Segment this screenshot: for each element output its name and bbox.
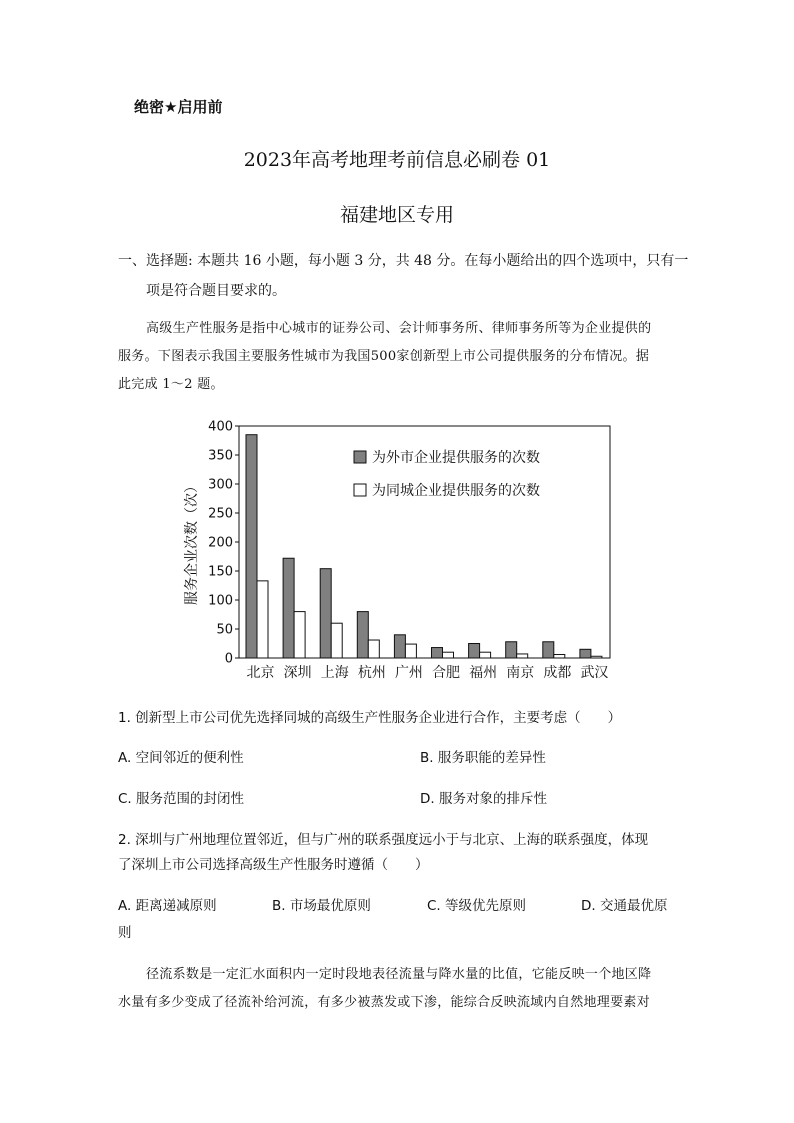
bar-external-4 (394, 635, 405, 658)
bar-local-1 (294, 612, 305, 658)
question-1-option-b[interactable]: B. 服务职能的差异性 (420, 750, 546, 766)
bar-external-1 (283, 558, 294, 658)
question-2-stem-line1: 2. 深圳与广州地理位置邻近，但与广州的联系强度远小于与北京、上海的联系强度，体现 (118, 832, 649, 848)
bar-local-6 (480, 652, 491, 658)
x-tick-label: 南京 (506, 665, 535, 681)
bar-local-8 (554, 655, 565, 658)
bar-local-5 (443, 652, 454, 658)
y-tick-label: 200 (208, 535, 233, 551)
passage1-line2: 服务。下图表示我国主要服务性城市为我国500家创新型上市公司提供服务的分布情况。据 (118, 349, 650, 364)
x-tick-label: 上海 (320, 665, 349, 681)
y-axis-label: 服务企业次数（次） (184, 479, 200, 605)
bar-external-7 (506, 642, 517, 658)
exam-title: 2023年高考地理考前信息必刷卷 01 (243, 149, 551, 171)
x-tick-label: 合肥 (432, 665, 461, 681)
legend-label-1: 为同城企业提供服务的次数 (372, 483, 540, 499)
question-1-option-d[interactable]: D. 服务对象的排斥性 (420, 791, 547, 807)
legend-swatch-0 (354, 451, 366, 463)
passage1-line3: 此完成 1～2 题。 (118, 377, 224, 392)
section-instruction-line2: 项是符合题目要求的。 (146, 283, 286, 299)
x-tick-label: 广州 (394, 665, 423, 681)
y-tick-label: 100 (208, 593, 233, 609)
x-tick-label: 深圳 (283, 665, 312, 681)
y-tick-label: 150 (208, 564, 233, 580)
passage2-line2: 水量有多少变成了径流补给河流，有多少被蒸发或下渗，能综合反映流域内自然地理要素对 (118, 995, 651, 1010)
y-tick-label: 0 (224, 651, 233, 667)
x-tick-label: 杭州 (357, 665, 386, 681)
bar-external-9 (580, 649, 591, 658)
passage1-line1: 高级生产性服务是指中心城市的证券公司、会计师事务所、律师事务所等为企业提供的 (146, 321, 652, 336)
bar-local-0 (257, 581, 268, 658)
bar-local-9 (591, 656, 602, 658)
x-tick-label: 北京 (246, 665, 275, 681)
question-2-option-b[interactable]: B. 市场最优原则 (272, 898, 371, 914)
exam-subtitle: 福建地区专用 (339, 204, 454, 226)
bar-external-6 (469, 644, 480, 659)
y-tick-label: 250 (208, 506, 233, 522)
x-tick-label: 成都 (543, 665, 572, 681)
question-1-option-c[interactable]: C. 服务范围的封闭性 (118, 791, 245, 807)
section-instruction-line1: 一、选择题: 本题共 16 小题，每小题 3 分，共 48 分。在每小题给出的四个选项中，只有一 (118, 253, 689, 269)
bar-local-3 (368, 640, 379, 658)
bar-external-2 (320, 569, 331, 658)
bar-chart (176, 410, 626, 695)
legend-swatch-1 (354, 484, 366, 496)
passage2-line1: 径流系数是一定汇水面积内一定时段地表径流量与降水量的比值，它能反映一个地区降 (146, 967, 652, 982)
bar-external-8 (543, 642, 554, 658)
confidential-label: 绝密★启用前 (134, 98, 223, 116)
question-2-option-c[interactable]: C. 等级优先原则 (427, 898, 527, 914)
legend-label-0: 为外市企业提供服务的次数 (372, 450, 540, 466)
y-tick-label: 50 (216, 622, 233, 638)
question-2-stem-line2: 了深圳上市公司选择高级生产性服务时遵循（ ） (118, 857, 429, 873)
bar-local-2 (331, 623, 342, 658)
question-2-option-a[interactable]: A. 距离递减原则 (118, 898, 217, 914)
bar-external-0 (246, 435, 257, 658)
bar-local-7 (517, 654, 528, 658)
x-tick-label: 福州 (469, 665, 498, 681)
y-tick-label: 350 (208, 448, 233, 464)
y-tick-label: 300 (208, 477, 233, 493)
question-2-option-d-wrap: 则 (118, 925, 132, 941)
question-2-option-d[interactable]: D. 交通最优原 (581, 898, 668, 914)
bar-local-4 (405, 644, 416, 658)
x-tick-label: 武汉 (580, 665, 609, 681)
y-tick-label: 400 (208, 419, 233, 435)
question-1-stem: 1. 创新型上市公司优先选择同城的高级生产性服务企业进行合作，主要考虑（ ） (118, 710, 622, 726)
bar-external-3 (357, 612, 368, 658)
question-1-option-a[interactable]: A. 空间邻近的便利性 (118, 750, 244, 766)
bar-external-5 (432, 648, 443, 658)
